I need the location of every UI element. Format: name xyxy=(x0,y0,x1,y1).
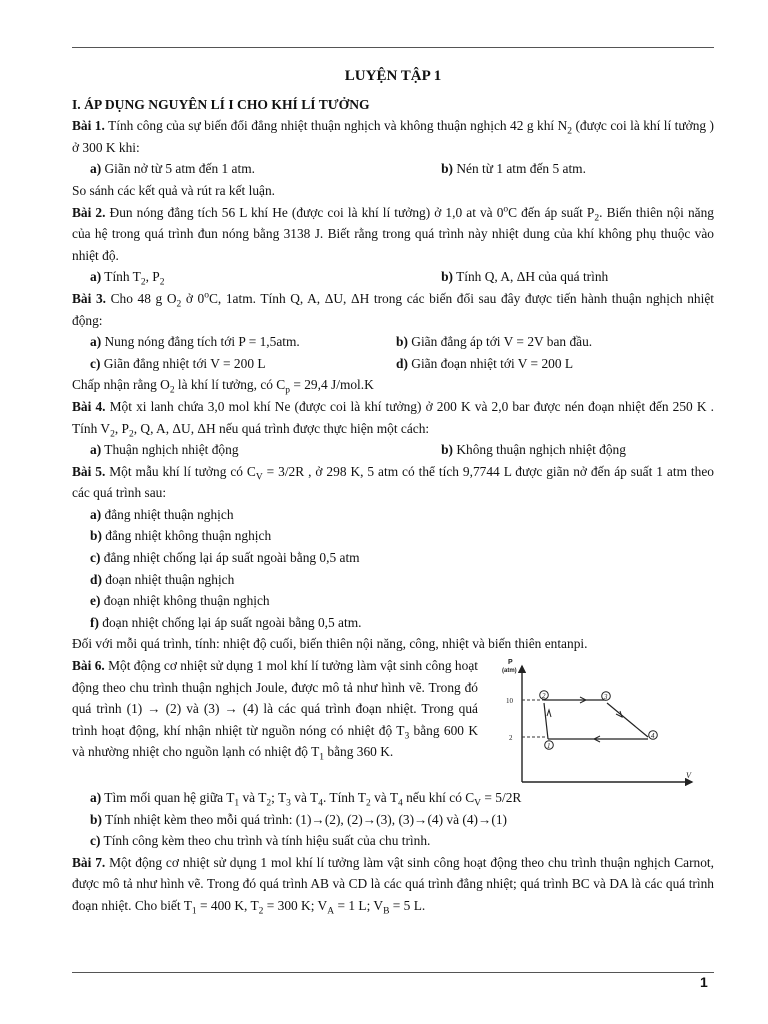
option-a: a) Nung nóng đẳng tích tới P = 1,5atm. xyxy=(90,334,300,350)
process-1-2 xyxy=(544,703,548,739)
exercise-3-options-cd xyxy=(72,353,714,375)
y-axis-unit: (atm) xyxy=(502,668,517,675)
exercise-5: Bài 5. Một mẫu khí lí tưởng có $C_V = 3/2R$ , ở 298 K, 5 atm có thể tích 9,7744 L được giãn nở đến áp suất 1 atm theo các quá trình sau: xyxy=(72,463,714,501)
exercise-label: Bài 5. xyxy=(72,463,106,479)
exercise-3: Bài 3. Cho 48 g $O_2$ ở 0$^o$C, 1atm. Tính Q, A, ΔU, ΔH trong các biến đổi sau đây được tiến hành thuận nghịch nhiệt động: xyxy=(72,290,714,328)
exercise-1: Bài 1. Tính công của sự biến đổi đẳng nhiệt thuận nghịch và không thuận nghịch 42 g khí $N_2$ (được coi là khí lí tưởng ) ở 300 K khi: xyxy=(72,118,715,155)
option-a: a) Thuận nghịch nhiệt động xyxy=(90,442,239,458)
option-e: e) đoạn nhiệt không thuận nghịch xyxy=(90,593,270,609)
exercise-label: Bài 7. xyxy=(72,854,106,870)
option-a: a) Tính $T_2$, $P_2$ xyxy=(90,269,165,289)
exercise-6: Bài 6. Một động cơ nhiệt sử dụng 1 mol khí lí tưởng làm vật sinh công hoạt động theo chu trình thuận nghịch Joule, được mô tả như hình vẽ. Trong đó quá trình (1) → (2) và (3) → (4) là các quá trình đoạn nhiệt. Trong quá trình hoạt động, khí nhận nhiệt từ nguồn nóng có nhiệt độ $T_3$ bằng 600 K và nhường nhiệt cho nguồn lạnh có nhiệt độ $T_1$ bằng 360 K. xyxy=(72,658,478,764)
document-body xyxy=(72,60,714,917)
option-a: a) Tìm mối quan hệ giữa $T_1$ và $T_2$; $T_3$ và $T_4$. Tính $T_2$ và $T_4$ nếu khí có $C_V = 5/2R$ xyxy=(90,790,522,809)
footer-rule xyxy=(72,972,714,973)
exercise-6-block xyxy=(72,655,714,852)
exercise-1-conclusion: So sánh các kết quả và rút ra kết luận. xyxy=(72,182,276,198)
tick-label-low: 2 xyxy=(509,734,513,743)
arrow-1-2 xyxy=(547,710,551,717)
exercise-4: Bài 4. Một xi lanh chứa 3,0 mol khí Ne (được coi là khí tưởng) ở 200 K và 2,0 bar được nén đoạn nhiệt đến 250 K . Tính $V_2$, $P_2$, Q, A, ΔU, ΔH nếu quá trình được thực hiện một cách: xyxy=(72,398,714,440)
exercise-label: Bài 2. xyxy=(72,204,106,220)
exercise-label: Bài 1. xyxy=(72,118,105,134)
process-3-4 xyxy=(607,703,648,737)
exercise-5-instruction: Đối với mỗi quá trình, tính: nhiệt độ cuối, biến thiên nội năng, công, nhiệt và biến thiên entanpi. xyxy=(72,636,588,652)
state-label-2: 2 xyxy=(542,692,546,701)
option-a: a) đẳng nhiệt thuận nghịch xyxy=(90,506,234,522)
exercise-4-options xyxy=(72,439,714,461)
joule-cycle-diagram xyxy=(496,656,714,792)
exercise-3-options-ab xyxy=(72,331,714,353)
exercise-3-note: Chấp nhận rằng $O_2$ là khí lí tưởng, có $C_p = 29,4$ J/mol.K xyxy=(72,377,374,396)
option-a: a) Giãn nở từ 5 atm đến 1 atm. xyxy=(90,161,255,177)
option-b: b) đẳng nhiệt không thuận nghịch xyxy=(90,528,272,544)
state-label-3: 3 xyxy=(604,693,608,702)
option-f: f) đoạn nhiệt chống lại áp suất ngoài bằng 0,5 atm. xyxy=(90,614,362,630)
option-c: c) Giãn đẳng nhiệt tới V = 200 L xyxy=(90,355,266,371)
option-b: b) Nén từ 1 atm đến 5 atm. xyxy=(441,161,586,177)
header-rule xyxy=(72,47,714,48)
option-c: c) Tính công kèm theo chu trình và tính hiệu suất của chu trình. xyxy=(90,833,431,849)
exercise-7: Bài 7. Một động cơ nhiệt sử dụng 1 mol khí lí tưởng làm vật sinh công hoạt động theo chu trình thuận nghịch Carnot, được mô tả như hình vẽ. Trong đó quá trình AB và CD là các quá trình đẳng nhiệt; quá trình BC và DA là các quá trình đoạn nhiệt. Cho biết $T_1 = 400$ K, $T_2 = 300$ K; $V_A = 1$ L; $V_B = 5$ L. xyxy=(72,854,714,917)
page-title: LUYỆN TẬP 1 xyxy=(344,68,442,84)
option-c: c) đẳng nhiệt chống lại áp suất ngoài bằng 0,5 atm xyxy=(90,550,360,566)
state-label-4: 4 xyxy=(651,732,655,741)
x-axis-label: V xyxy=(686,771,691,781)
option-b: b) Tính nhiệt kèm theo mỗi quá trình: (1)→(2), (2)→(3), (3)→(4) và (4)→(1) xyxy=(90,811,508,827)
exercise-2: Bài 2. Đun nóng đẳng tích 56 L khí He (được coi là khí lí tưởng) ở 1,0 at và 0$^o$C đến áp suất $P_2$. Biến thiên nội năng của hệ trong quá trình đun nóng bằng 3138 J. Biết rằng trong quá trình này nhiệt dung của khí không phụ thuộc vào nhiệt độ. xyxy=(72,204,714,263)
section-heading: I. ÁP DỤNG NGUYÊN LÍ I CHO KHÍ LÍ TƯỞNG xyxy=(72,96,370,112)
y-axis-label: P xyxy=(508,659,513,667)
option-d: d) Giãn đoạn nhiệt tới V = 200 L xyxy=(396,355,574,371)
exercise-label: Bài 6. xyxy=(72,658,105,674)
option-b: b) Giãn đẳng áp tới V = 2V ban đầu. xyxy=(396,334,593,350)
exercise-1-options xyxy=(72,158,714,180)
exercise-label: Bài 3. xyxy=(72,290,106,306)
exercise-2-options xyxy=(72,266,714,288)
option-b: b) Tính Q, A, ΔH của quá trình xyxy=(441,269,609,285)
option-d: d) đoạn nhiệt thuận nghịch xyxy=(90,571,235,587)
state-label-1: 1 xyxy=(547,742,551,751)
option-b: b) Không thuận nghịch nhiệt động xyxy=(441,442,626,458)
exercise-label: Bài 4. xyxy=(72,398,106,414)
tick-label-high: 10 xyxy=(506,697,513,706)
page-number: 1 xyxy=(700,974,708,990)
